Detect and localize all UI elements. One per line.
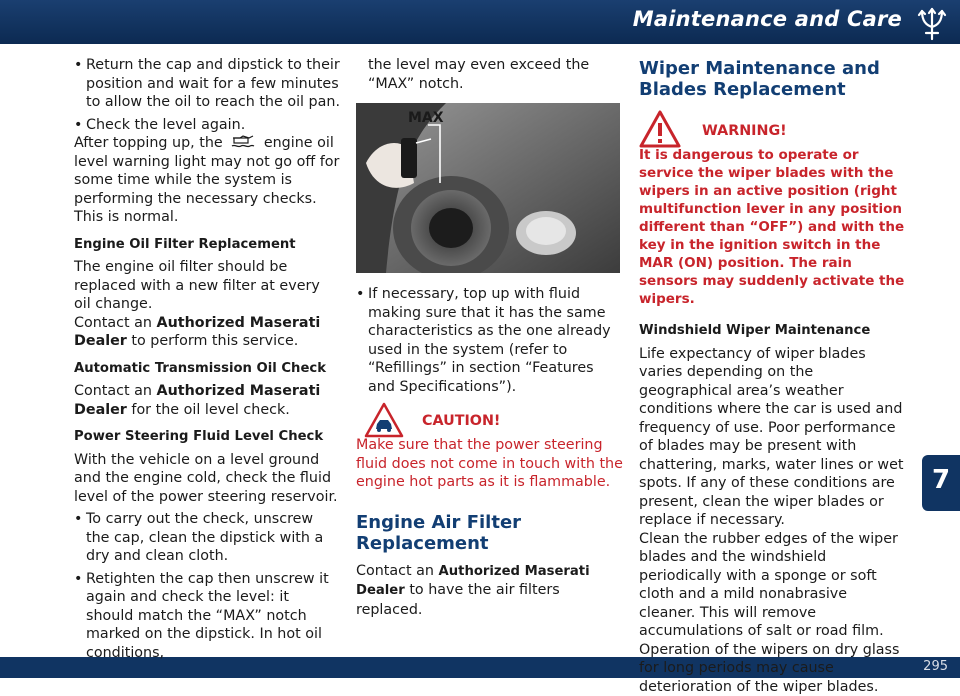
heading-air-filter: Engine Air Filter Replacement [356, 512, 624, 554]
bullet-unscrew-cap: • To carry out the check, unscrew the cap, clean the dipstick with a dry and clean cloth. [74, 510, 340, 566]
caution-text: Make sure that the power steering fluid does not come in touch with the engine hot parts as it is flammable. [356, 436, 624, 492]
heading-windshield-wiper: Windshield Wiper Maintenance [639, 322, 907, 341]
contact-post: to have the air filters replaced. [356, 582, 560, 618]
transmission-contact [74, 382, 340, 419]
max-label: MAX [408, 110, 444, 126]
caution-title: CAUTION! [422, 412, 500, 431]
dealer-name: Authorized Maserati Dealer [74, 383, 320, 418]
wiper-clean-text: Clean the rubber edges of the wiper blades and the windshield periodically with a sponge or soft cloth and a mild nonabrasive cleaner. This will remove accumulations of salt or road film. [639, 530, 907, 641]
heading-transmission-oil: Automatic Transmission Oil Check [74, 360, 340, 379]
warning-triangle-icon [639, 110, 681, 148]
column-2 [356, 56, 624, 619]
heading-power-steering: Power Steering Fluid Level Check [74, 428, 340, 447]
column-1 [74, 56, 340, 662]
page-number: 295 [923, 659, 948, 674]
chapter-tab[interactable] [922, 455, 960, 511]
after-topping-post: engine oil level warning light may not go off for some time while the system is performing the necessary checks. This is normal. [74, 135, 339, 225]
dipstick-photo [356, 103, 620, 273]
dealer-name: Authorized Maserati Dealer [74, 315, 320, 350]
wiper-life-text: Life expectancy of wiper blades varies depending on the geographical area’s weather conditions where the car is used and frequency of use. Poor performance of blades may be present with chattering, marks, water lines or wet spots. If any of these conditions are present, clean the wiper blades or replace if necessary. [639, 345, 907, 530]
dipstick-illustration [356, 103, 620, 273]
after-topping-pre: After topping up, the [74, 135, 223, 151]
after-topping-paragraph [74, 134, 340, 227]
oil-level-warning-icon [230, 135, 256, 148]
warning-text: It is dangerous to operate or service the wiper blades with the wipers in an active position (right multifunction lever in any position different than “OFF”) and with the key in the ignition switch in the MAR (ON) position. The rain sensors may suddenly activate the wipers. [639, 146, 907, 308]
warning-title: WARNING! [702, 122, 787, 141]
heading-oil-filter: Engine Oil Filter Replacement [74, 236, 340, 255]
bullet-top-up: • If necessary, top up with fluid making sure that it has the same characteristics as the one already used in the system (refer to “Refillings” in section “Features and Specifications”). [356, 285, 624, 396]
wiper-dry-text: Operation of the wipers on dry glass for long periods may cause deterioration of the wiper blades. [639, 641, 907, 696]
bullet-check-level: • Check the level again. [74, 116, 340, 135]
continued-text: the level may even exceed the “MAX” notch. [356, 56, 624, 93]
contact-pre: Contact an [74, 315, 152, 331]
page-header [0, 0, 960, 44]
section-title: Maintenance and Care [633, 7, 902, 31]
air-filter-contact [356, 562, 624, 620]
bullet-retighten-cap: • Retighten the cap then unscrew it again and check the level: it should match the “MAX” notch marked on the dipstick. In hot oil conditions, [74, 570, 340, 663]
contact-pre: Contact an [356, 563, 434, 579]
heading-wiper-maintenance: Wiper Maintenance and Blades Replacement [639, 58, 907, 100]
maserati-trident-logo [914, 3, 950, 41]
contact-pre: Contact an [74, 383, 152, 399]
warning-header [639, 118, 907, 146]
contact-post: for the oil level check. [131, 402, 289, 418]
oil-filter-contact [74, 314, 340, 351]
contact-post: to perform this service. [131, 333, 298, 349]
dealer-name: Authorized Maserati Dealer [356, 564, 590, 599]
oil-filter-text: The engine oil filter should be replaced with a new filter at every oil change. [74, 258, 340, 314]
power-steering-text: With the vehicle on a level ground and the engine cold, check the fluid level of the power steering reservoir. [74, 451, 340, 507]
column-3 [639, 56, 907, 696]
caution-car-icon [364, 402, 404, 438]
bullet-return-cap: • Return the cap and dipstick to their position and wait for a few minutes to allow the oil to reach the oil pan. [74, 56, 340, 112]
caution-header [356, 410, 624, 432]
chapter-number: 7 [922, 465, 960, 495]
